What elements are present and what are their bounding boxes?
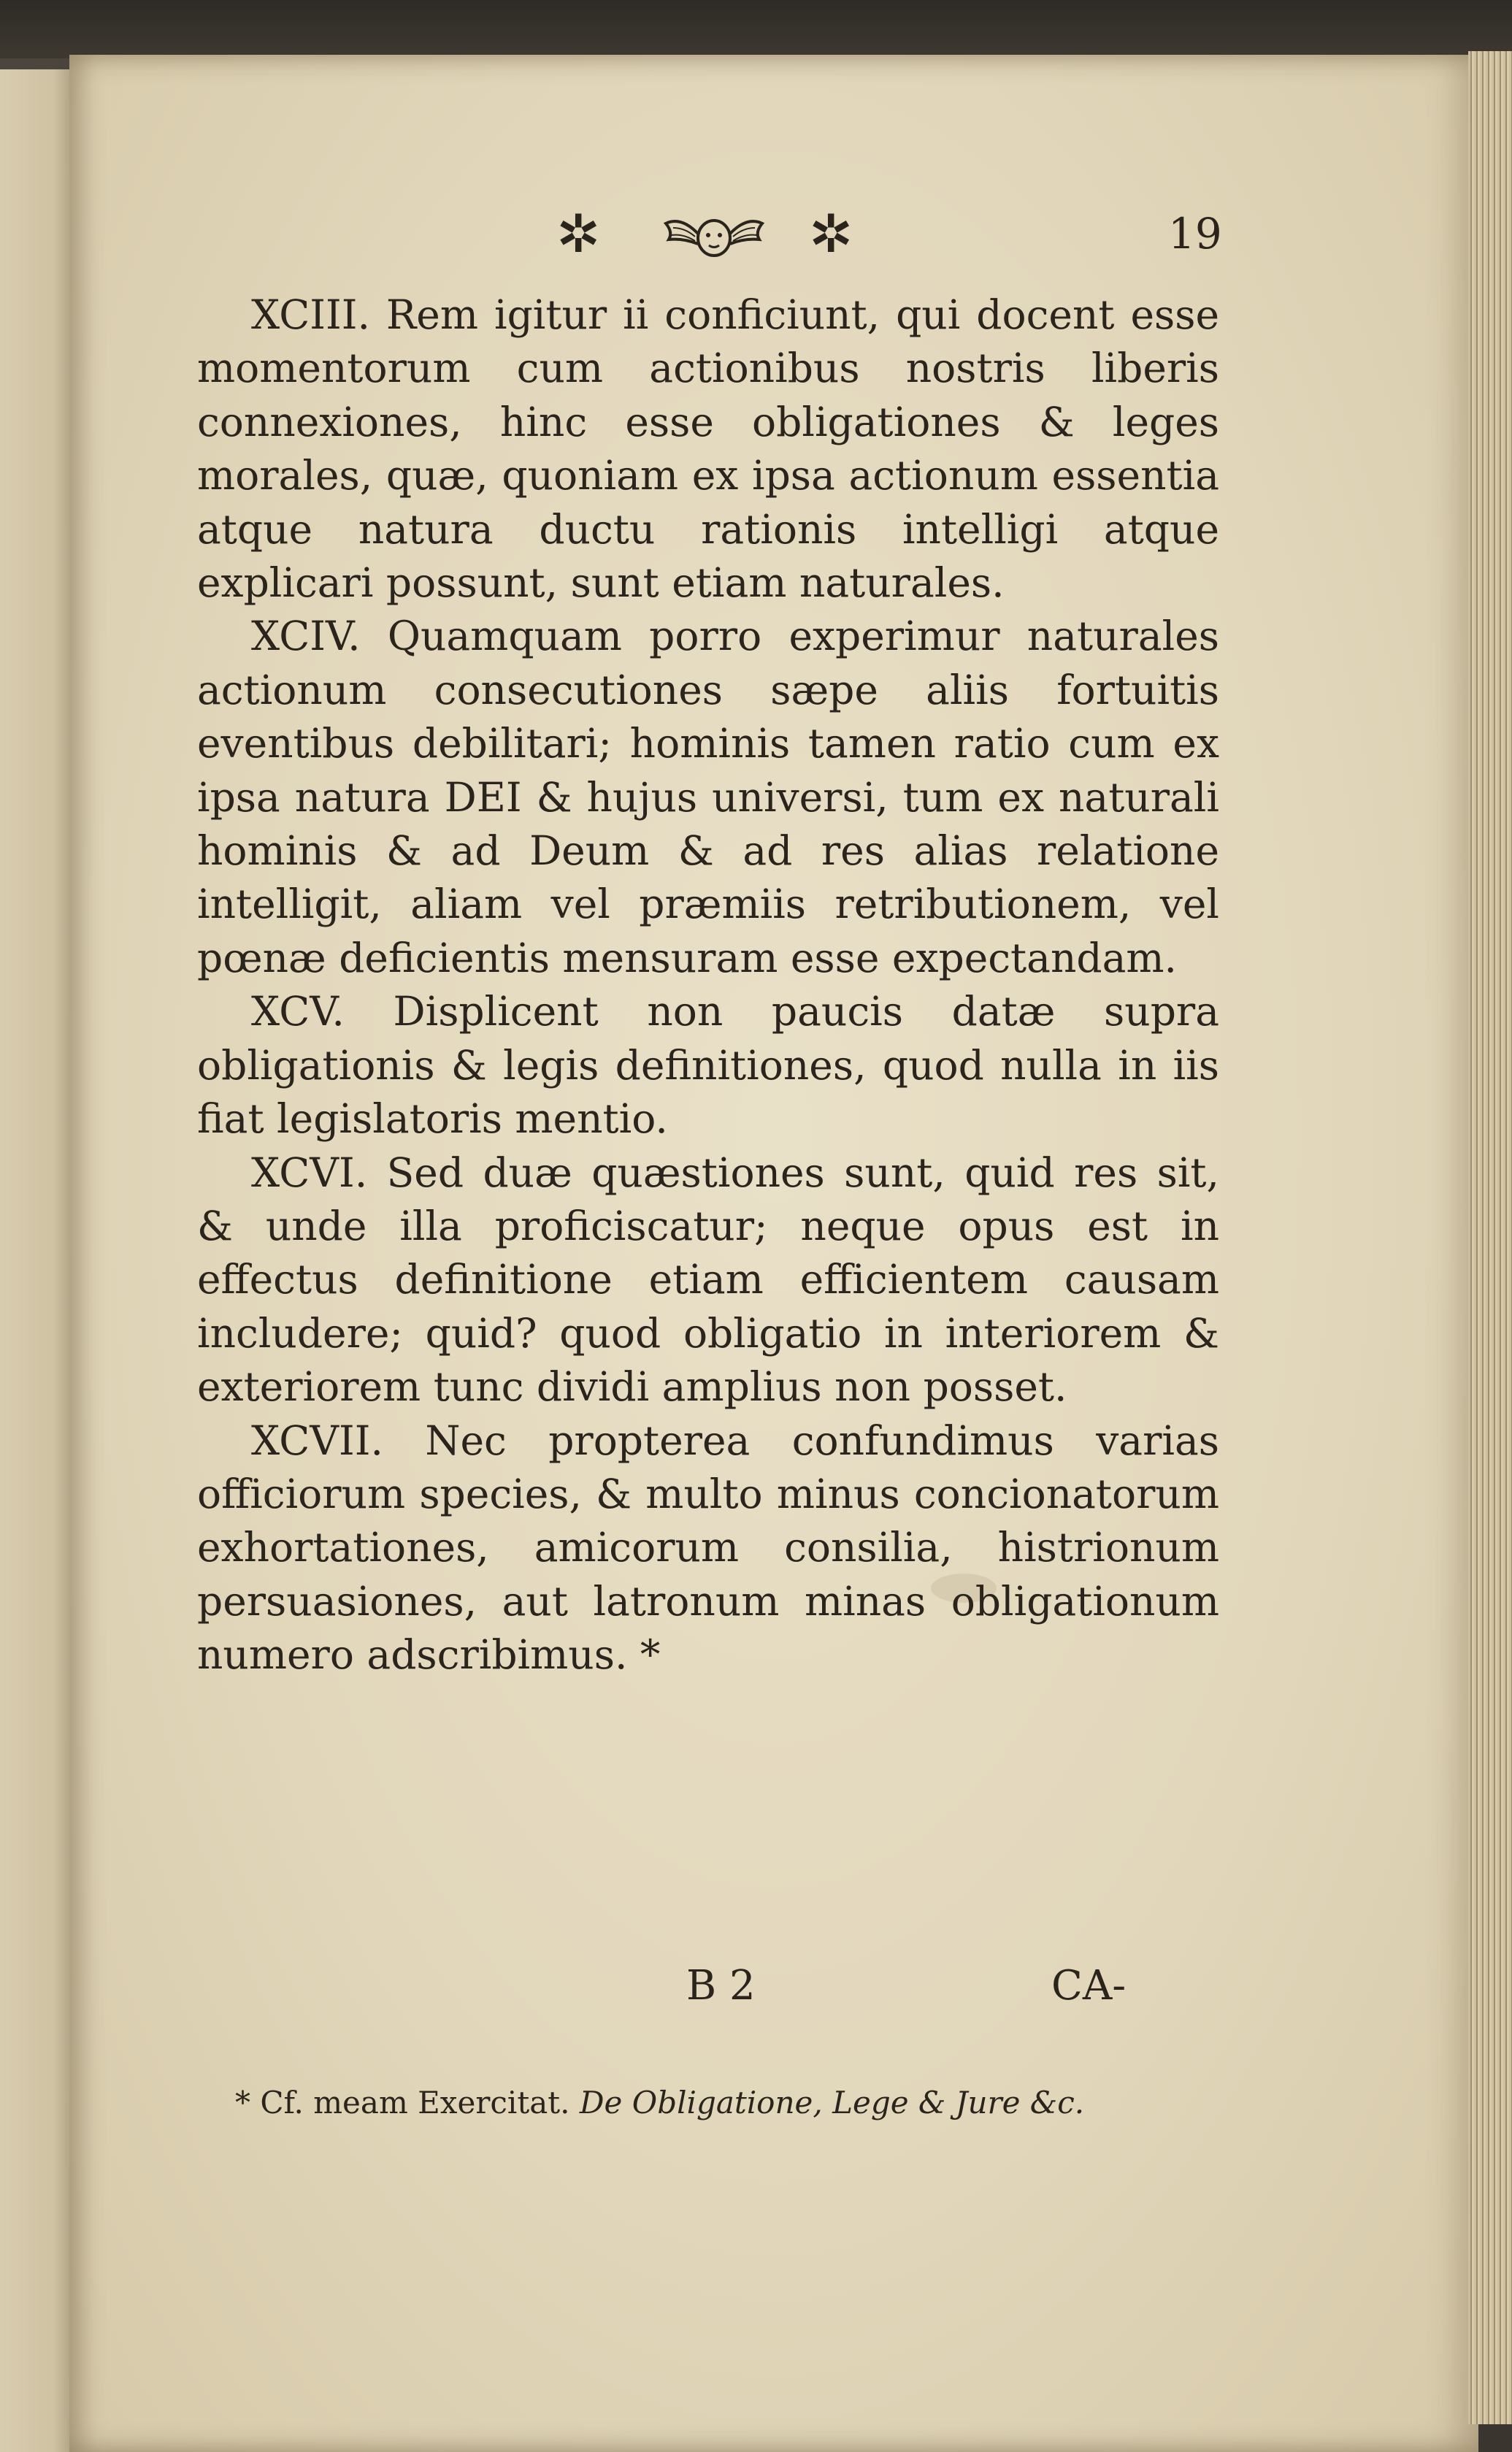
facing-page-edge: [0, 69, 77, 2452]
ornament-right-icon: ✲: [809, 203, 853, 264]
book-cover-top: [0, 0, 1512, 58]
footnote: [235, 2077, 1272, 2129]
paragraph-xcv: XCV. Displicent non paucis datæ supra obligationis & legis definitiones, quod nulla in iis fiat legislatoris mentio.: [197, 988, 1219, 1143]
page-stack-edges: [1468, 51, 1512, 2424]
page-header: [0, 197, 1512, 270]
signature-mark: B 2: [686, 1962, 756, 2010]
ornament-left-icon: ✲: [556, 203, 601, 264]
paragraph-xciii: XCIII. Rem igitur ii conficiunt, qui docent esse momentorum cum actionibus nostris liberis connexiones, hinc esse obligationes & leges morales, quæ, quoniam ex ipsa actionum essentia atque natura ductu rationis intelligi atque explicari possunt, sunt etiam naturales.: [197, 291, 1219, 607]
paragraph-xcvi: XCVI. Sed duæ quæstiones sunt, quid res sit, & unde illa proficiscatur; neque opus est in effectus definitione etiam efficientem causam includere; quid? quod obligatio in interiorem & exteriorem tunc dividi amplius non posset.: [197, 1149, 1219, 1411]
footnote-italic-title: De Obligatione, Lege & Jure &c.: [579, 2085, 1085, 2120]
catchword: CA-: [1051, 1962, 1127, 2010]
paragraph-xciv: XCIV. Quamquam porro experimur naturales actionum consecutiones sæpe aliis fortuitis eventibus debilitari; hominis tamen ratio cum ex ipsa natura DEI & hujus universi, tum ex naturali hominis & ad Deum & ad res alias relatione intelligit, aliam vel præmiis retributionem, vel pœnæ deficientis mensuram esse expectandam.: [197, 613, 1219, 981]
paragraph-xcvii: XCVII. Nec propterea confundimus varias officiorum species, & multo minus concionatorum exhortationes, amicorum consilia, histrionum persuasiones, aut latronum minas obligationum numero adscribimus. *: [197, 1417, 1219, 1679]
body-text: [197, 288, 1219, 1682]
page-number: 19: [1168, 209, 1222, 258]
footnote-lead: * Cf. meam Exercitat.: [235, 2085, 570, 2120]
cherub-ornament-icon: [663, 210, 765, 261]
